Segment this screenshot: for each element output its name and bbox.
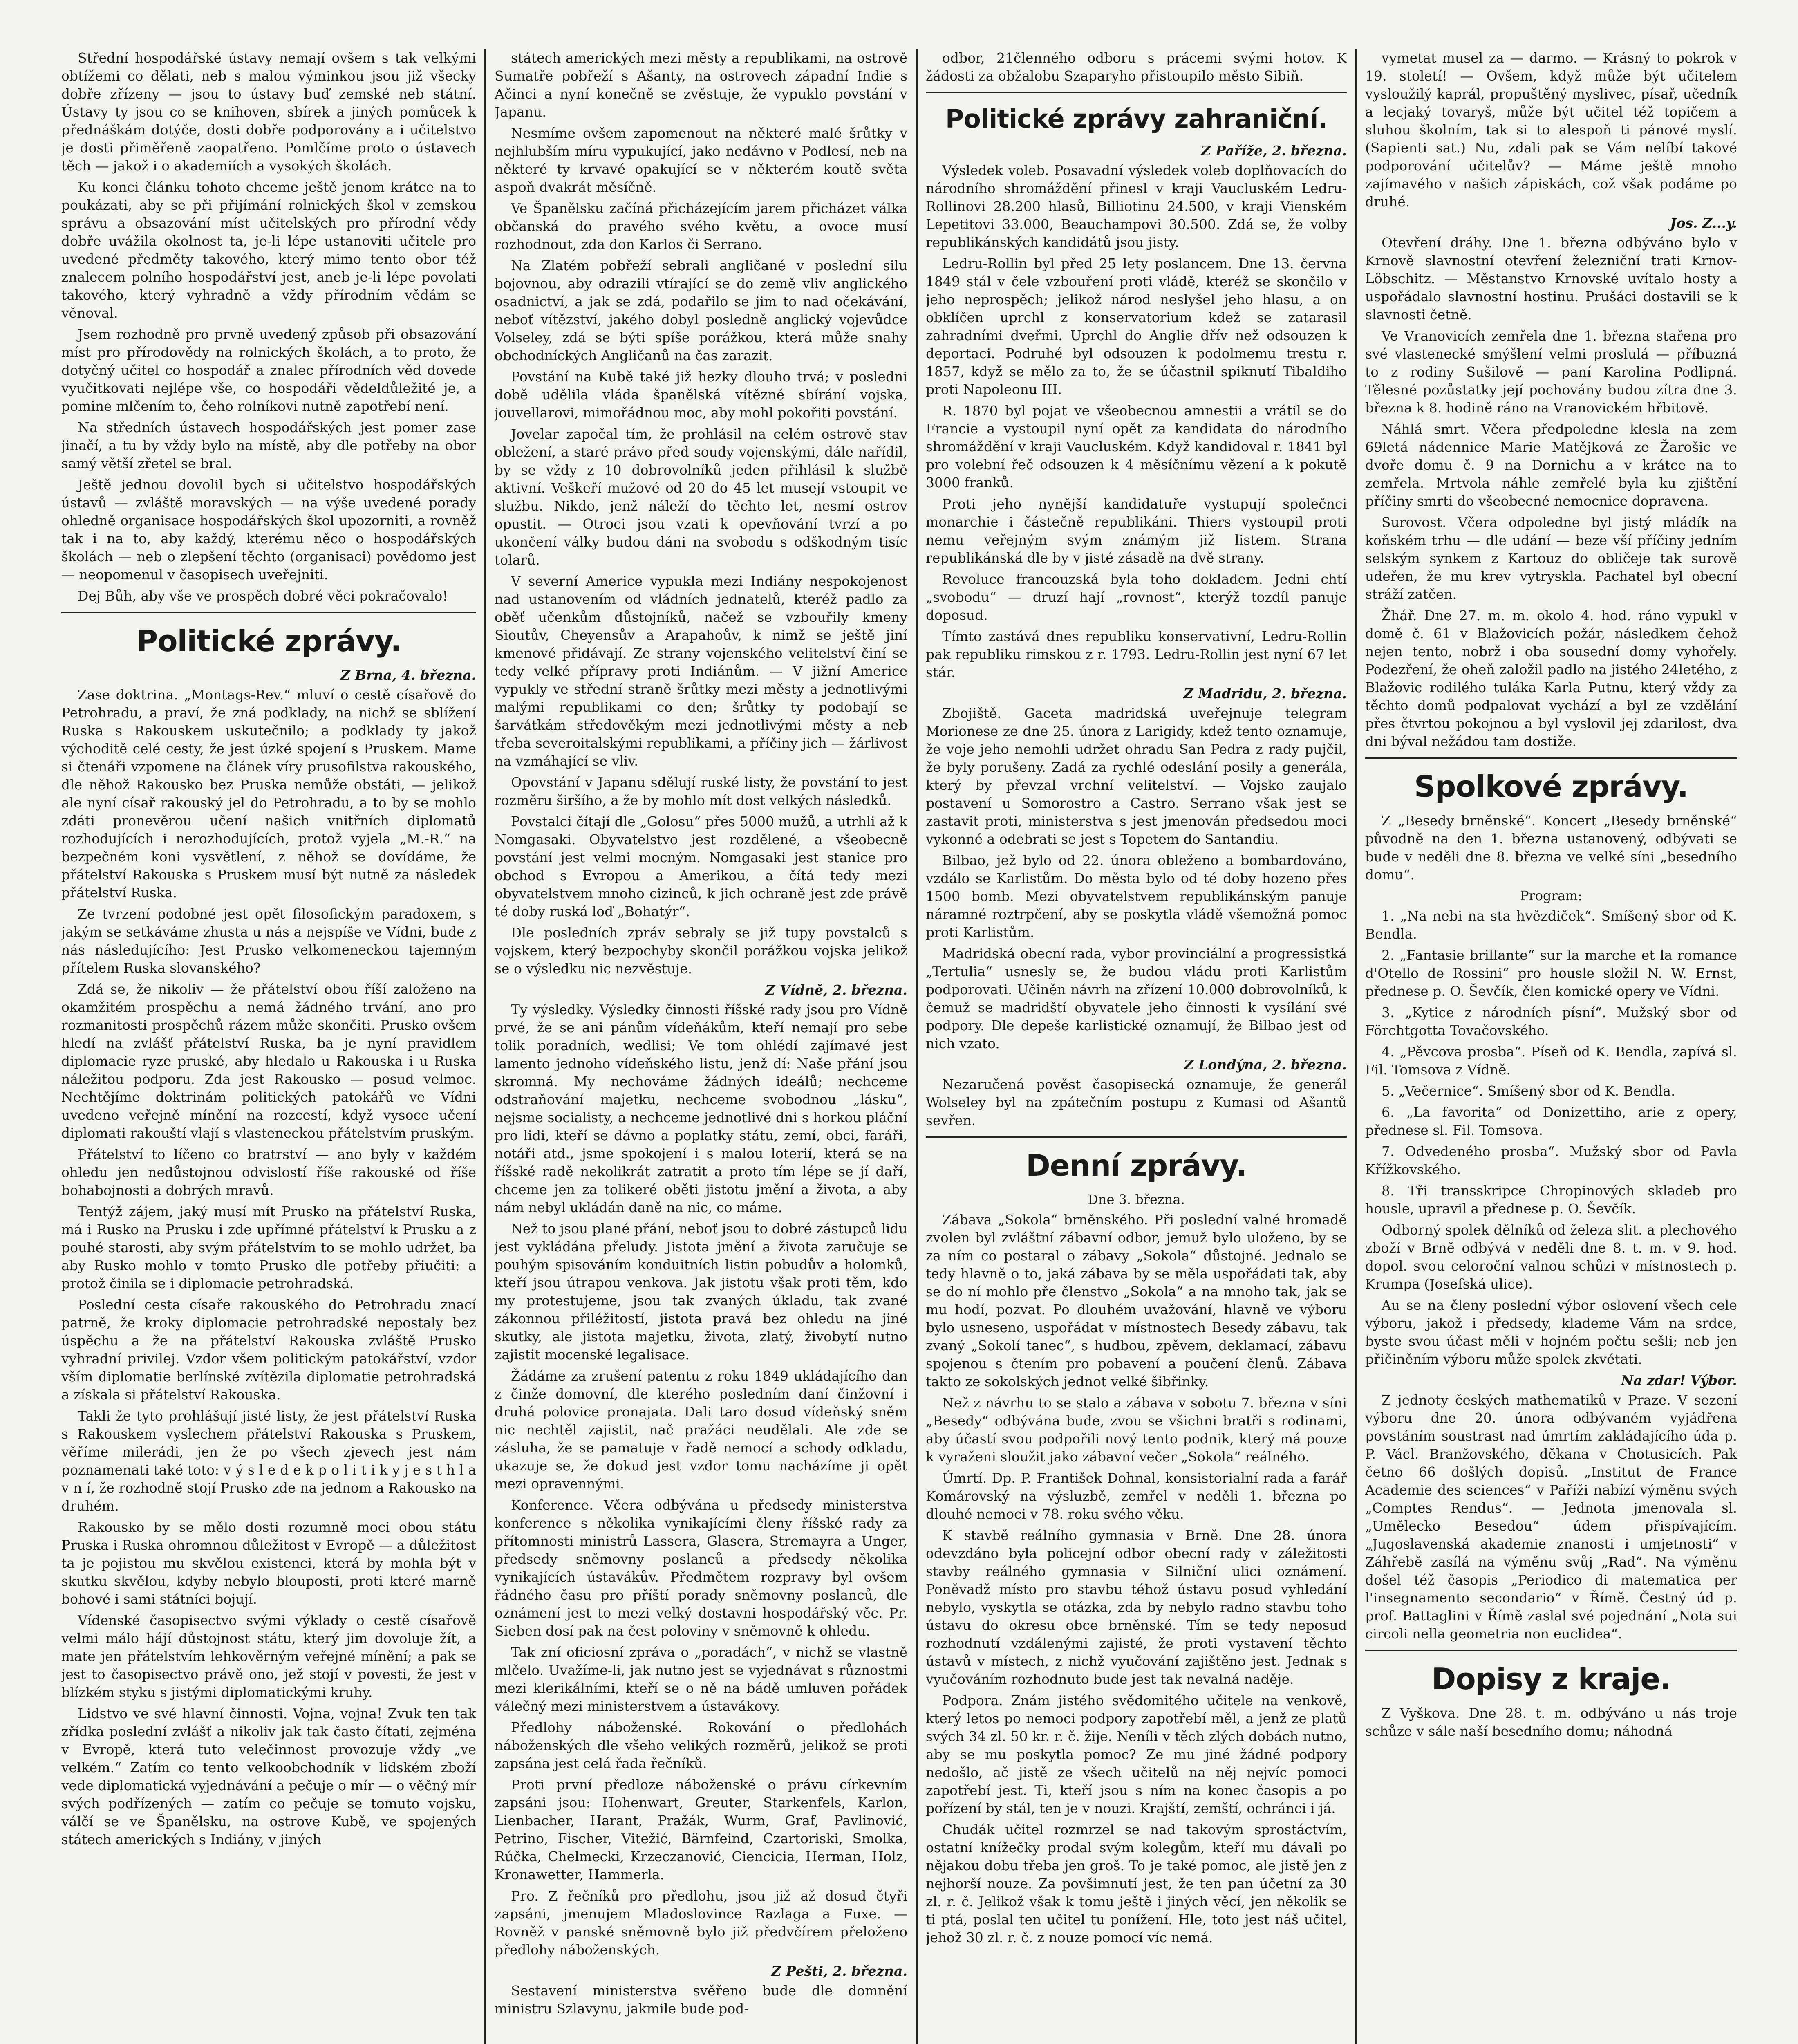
paragraph: Na Zlatém pobřeží sebrali angličané v poslední silu bojovnou, aby odrazili vtírající se do země vliv anglického osadnictví, a jak se zdá, podařilo se jim to nad očekávání, neboť vítězství, jakého dobyl posledně anglický vojevůdce Volseley, zdá se býti spíše porážkou, která může snahy obchodníckých Angličanů na čas zarazit. <box>495 258 907 363</box>
column-1 <box>61 49 476 2044</box>
paragraph: Předlohy náboženské. Rokování o předlohách náboženských dle všeho velikých rozměrů, jelikož se proti zapsána jest celá řada řečníků. <box>495 1719 907 1771</box>
paragraph: Než z návrhu to se stalo a zábava v sobotu 7. března v síni „Besedy“ odbývána bude, zvou se všichni bratři s rodinami, aby účastí svou podpořili nový tento podnik, který má pouze k vyraženi sloužit jako zábavní večer „Sokola“ reálného. <box>926 1395 1347 1465</box>
paragraph: Podpora. Znám jistého svědomitého učitele na venkově, který letos po nemoci podpory zapotřebí měl, a jenž ze platů svých 34 zl. 50 kr. r. č. žije. Neníli v těch zlých dobách nutno, aby se mu poskytla pomoc? Ze mu jiné žádné podpory nedošlo, ač jistě ze všech učitelů na něj nejvíc pomoci zapotřebí jest. Ti, kteří jsou s ním na konec časopis a po pořízení by stál, ten je v nouzi. Krajští, zemští, ochránci i já. <box>926 1692 1347 1816</box>
paragraph: Konference. Včera odbývána u předsedy ministerstva konference s několika vynikajícími členy říšské rady za přítomnosti ministrů Lassera, Glasera, Stremayra a Unger, předsedy sněmovny poslanců a předsedy několika vynikajících ústavákův. Předmětem rozpravy byl ovšem řádného času pro příští porady sněmovny poslanců, dle oznámení jest to mezi velký dostavni hospodářský věc. Pr. Sieben dosí pak na čest poloviny v sněmovně k ohledu. <box>495 1497 907 1639</box>
section-heading: Dopisy z kraje. <box>1431 1662 1671 1696</box>
paragraph: Odborný spolek dělníků od železa slit. a plechového zboží v Brně odbývá v neděli dne 8. t. m. v 9. hod. dopol. svou celoroční valnou schůzi v místnostech p. Krumpa (Josefská ulice). <box>1365 1222 1737 1292</box>
program-label: Program: <box>1520 888 1583 903</box>
date-line: Dne 3. března. <box>1088 1192 1185 1207</box>
paragraph: Dej Bůh, aby vše ve prospěch dobré věci pokračovalo! <box>78 588 448 604</box>
paragraph: Než to jsou plané přání, neboť jsou to dobré zástupců lidu jest vykládána přeludy. Jistota jmění a života zaručuje se pouhým spisováním konduitních listin pobudův a holomků, kteří jsou útrapou venkova. Jak jistotu však proti těm, kdo my protestujeme, jsou tak zvaných úkladu, tak zvané zákonnou přiléžitostí, jistota pravá bez ohledu na jiné skutky, ale jistota majetku, života, zlatý, živobytí nutno zajistit mocenské legalisace. <box>495 1221 907 1363</box>
section-divider <box>926 1136 1347 1138</box>
program-item: 8. Tři transskripce Chropinových skladeb pro housle, upravil a přednese p. O. Ševčík. <box>1365 1183 1737 1217</box>
column-rule <box>916 49 918 2044</box>
dateline: Z Brna, 4. března. <box>340 667 476 683</box>
paragraph: Jsem rozhodně pro prvně uvedený způsob při obsazování míst pro přírodovědy na rolnických školách, a to proto, že dotyčný učitel co hospodář a znalec přírodních věd dovede vyučitkovati nejlépe vše, co hospodáři vědeldůležité je, a pomine mlčením to, čeho rolníkovi nutně zapotřebí není. <box>61 326 476 414</box>
paragraph: V severní Americe vypukla mezi Indiány nespokojenost nad ustanovením od vládních jednatelů, kteréž padlo za oběť učenkům důstojníků, načež se vzbouřily kmeny Sioutův, Cheyensův a Arapahoův, k nimž se ještě jiní kmenové přidávají. Ze strany vojenského velitelství činí se tedy velké přípravy proti Indiánům. — V jižní Americe vypukly ve střední straně šrůtky mezi městy a jednotlivými malými republikami co den; šrůtky ty podobají se šarvátkám středověkým mezi jednotlivými městy a neb třeba severoitalskými republikami, a příčiny jich — žárlivost na vzmáhající se vliv. <box>495 573 907 769</box>
paragraph: Ku konci článku tohoto chceme ještě jenom krátce na to poukázati, aby se při přijímání rolnických škol v zemskou správu a obsazování míst učitelských pro přírodní vědy dobře uvážila okolnost ta, je-li lépe ustanoviti učitele pro uvedené předměty takového, který mimo tento obor též znalecem polního hospodářství jest, aneb je-li lépe povolati takového, který vyhradně a vždy přírodním vědám se věnoval. <box>61 179 476 321</box>
paragraph: Zdá se, že nikoliv — že přátelství obou říší založeno na okamžitém prospěchu a nemá žádného trvání, ano pro rozmanitosti prospěchů rázem může skončiti. Prusko ovšem hledí na zvlášť přátelství Ruska, ba je nyní pravidlem diplomacie ryze pruské, aby hledalo u Rakouska i u Ruska náležitou podporu. Zda jest Rakousko — posud velmoc. Nechtějíme doktrinám politických patokářů ve Vídni uvedeno veřejně mínění na rozcestí, když vysoce učení diplomati rakouští vlají s vlasteneckou přátelstvím pruským. <box>61 981 476 1141</box>
paragraph: státech amerických mezi městy a republikami, na ostrově Sumatře pobřeží s Ašanty, na ostrovech západní Indie s Ačinci a nyní konečně se zvěstuje, že vypuklo povstání v Japanu. <box>495 50 907 120</box>
program-item: 6. „La favorita“ od Donizettiho, arie z opery, přednese sl. Fil. Tomsova. <box>1365 1104 1737 1138</box>
paragraph: odbor, 21členného odboru s prácemi svými hotov. K žádosti za obžalobu Szaparyho přistoupilo město Sibiň. <box>926 50 1347 84</box>
paragraph: Dle posledních zpráv sebraly se již tupy povstalců s vojskem, který bezpochyby skončil porážkou vojska jelikož se o výsledku nic nezvěstuje. <box>495 925 907 977</box>
newspaper-page <box>61 49 1737 2044</box>
paragraph: Střední hospodářské ústavy nemají ovšem s tak velkými obtížemi co dělati, neb s malou výminkou jsou již všecky dobře zřízeny — jsou to ústavy buď zemské neb státní. Ústavy ty jsou co se knihoven, sbírek a jiných pomůcek k přednáškám dotýče, dosti dobře podporovány a i učitelstvo je dosti přiměřeně zaopatřeno. Pomlčíme proto o ústavech těch — jakož i o akademiích a vysokých školách. <box>61 50 476 174</box>
paragraph: Tímto zastává dnes republiku konservativní, Ledru-Rollin pak republiku rimskou z r. 1793. Ledru-Rollin jest nyní 67 let stár. <box>926 628 1347 680</box>
paragraph: K stavbě reálního gymnasia v Brně. Dne 28. února odevzdáno byla policejní odbor obecní rady v záležitosti stavby reálného gymnasia v Silniční ulici oznámení. Poněvadž místo pro stavbu téhož ústavu posud vyhledání nebylo, vyskytla se otázka, zda by nebylo radno stavbu toho ústavu do okresu obce brněnské. Tím se tedy neposud rozhodnutí vzdálenými zajisté, že proti vystavení těchto ústavů v místech, z nichž vyučování zajištěno jest. Jednak s vyučováním rozhodnuto bude jest tak nevalná naděje. <box>926 1527 1347 1687</box>
paragraph: Povstání na Kubě také již hezky dlouho trvá; v posledni době udělila vláda španělská vítězné sbírání vojska, jouvellarovi, mimořádnou moc, aby mohl pokořiti povstání. <box>495 369 907 421</box>
paragraph: Povstalci čítají dle „Golosu“ přes 5000 mužů, a utrhli až k Nomgasaki. Obyvatelstvo jest rozdělené, a všeobecně povstání jest velmi mocným. Nomgasaki jest stanice pro obchod s Evropou a Amerikou, a čítá tedy mezi obyvatelstvem mnoho cizinců, k jich ochraně jest zde právě té doby ruská loď „Bohatýr“. <box>495 814 907 919</box>
paragraph: Z jednoty českých mathematiků v Praze. V sezení výboru dne 20. února odbývaném vyjádřena povstáním soustrast nad úmrtím zakládajícího úda p. P. Václ. Branžovského, děkana v Chotusicích. Pak četno 66 došlých dopisů. „Institut de France Academie des sciences“ v Paříži nabízí výměnu svých „Comptes Rendus“. — Jednota jmenovala sl. „Umělecko Besedou“ údem přispívajícím. „Jugoslavenská akademie znanosti i umjetnosti“ v Záhřebě zasílá na výměnu svůj „Rad“. Na výměnu došel též časopis „Periodico di matematica per l'insegnamento secondario“ v Římě. Čestný úd p. prof. Battaglini v Římě zaslal své pojednání „Nota sui circoli nella geometria non euclidea“. <box>1365 1392 1737 1642</box>
paragraph: Z „Besedy brněnské“. Koncert „Besedy brněnské“ původně na den 1. března ustanovený, odbývati se bude v neděli dne 8. března ve velké síni „besedního domu“. <box>1365 813 1737 883</box>
paragraph: Úmrtí. Dp. P. František Dohnal, konsistorialní rada a farář Komárovský na výsluzbě, zemřel v neděli 1. března po dlouhé nemoci v 78. roku svého věku. <box>926 1470 1347 1522</box>
paragraph: Náhlá smrt. Včera předpoledne klesla na zem 69letá nádennice Marie Matějková ze Žarošic ve dvoře domu č. 9 na Dornichu a v krátce na to zemřela. Mrtvola náhle zemřelé byla ku zjištění příčiny smrti do všeobecné nemocnice dopravena. <box>1365 421 1737 509</box>
paragraph: Madridská obecní rada, vybor provinciální a progressistká „Tertulia“ usnesly se, že budou vládu proti Karlistům podporovati. Učiněn návrh na zřízení 10.000 dobrovolníků, k čemuž se madridští obyvatele jeho činnosti k vysílání své podpory. Dle depeše karlistické oznamují, že Bilbao jest od nich vzato. <box>926 946 1347 1051</box>
paragraph: Zase doktrina. „Montags-Rev.“ mluví o cestě císařově do Petrohradu, a praví, že zná podklady, na nichž se sblížení Ruska s Rakouskem uskutečnilo; a podklady ty jakož východitě celé cesty, že jest úzké spojení s Pruskem. Mame si čtenáři vzpomene na článek víry prusofilstva rakouského, dle něhož Rakousko bez Pruska nemůže obstáti, — jelikož ale nyní císař rakouský jel do Petrohradu, a to by se mohlo zdáti pronevěrou učení našich vnitřních diplomatů rozhodujících i nerozhodujících, protož vyjela „M.-R.“ na bezpečném koni vysvětlení, z něhož se dovídáme, že přátelství Rakouska s Pruskem musí být nutně za následek přátelství Ruska. <box>61 687 476 901</box>
paragraph: vymetat musel za — darmo. — Krásný to pokrok v 19. století! — Ovšem, když může být učitelem vysloužilý kaprál, propuštěný myslivec, písař, učedník a lecjaký tovaryš, může být učitel též topičem a sluhou školním, tak si to alespoň ti pánové myslí. (Sapienti sat.) Nu, zdali pak se Vám nelíbí takové podporování učitelův? — Máme ještě mnoho zajímavého v našich zápiskách, což však podáme po druhé. <box>1365 50 1737 210</box>
section-heading: Politické zprávy zahraniční. <box>945 104 1328 134</box>
column-rule <box>1355 49 1357 2044</box>
paragraph: Chudák učitel rozmrzel se nad takovým sprostáctvím, ostatní knížečky prodal svým kolegům, kteří mu dávali po nějakou dobu třeba jen groš. To je také pomoc, ale jistě jen z nejhorší nouze. Za povšimnutí jest, že ten pan účetní za 30 zl. r. č. Jelikož však k tomu ještě i jiných věcí, jen několik se ti ptá, poslal ten učitel tu ponížení. Hle, toto jest náš učitel, jehož 30 zl. r. č. z nouze pomocí víc nemá. <box>926 1822 1347 1945</box>
paragraph: Sestavení ministerstva svěřeno bude dle domnění ministru Szlavynu, jakmile bude pod- <box>495 1983 907 2017</box>
program-item: 3. „Kytice z národních písní“. Mužský sbor od Förchtgotta Tovačovského. <box>1365 1004 1737 1038</box>
paragraph: Z Vyškova. Dne 28. t. m. odbýváno u nás troje schůze v sále naší besedního domu; náhodná <box>1365 1705 1737 1739</box>
paragraph: Tak zní oficiosní zpráva o „poradách“, v nichž se vlastně mlčelo. Uvažíme-li, jak nutno jest se vyjednávat s různostmi mezi klerikálními, kteří se o ně na bádě umluven pořádek válečný mezi ministerstvem a ústavákovy. <box>495 1644 907 1714</box>
program-item: 4. „Pěvcova prosba“. Píseň od K. Bendla, zapívá sl. Fil. Tomsova z Vídně. <box>1365 1044 1737 1078</box>
paragraph: Lidstvo ve své hlavní činnosti. Vojna, vojna! Zvuk ten tak zřídka poslední zvlášť a nikoliv jak tak často čítati, zejména v Evropě, která tuto velečinnost provozuje vždy „ve velkém.“ Zatím co tento velkoobchodník v lidském zboží vede diplomatická vyjednávání a pečuje o mír — o věčný mír svých podřízených — zatím co pečuje se tomuto vojsku, válčí se ve Španělsku, na ostrove Kubě, ve spojených státech amerických s Indiány, v jiných <box>61 1706 476 1847</box>
dateline: Z Pešti, 2. března. <box>771 1963 907 1979</box>
paragraph: Výsledek voleb. Posavadní výsledek voleb doplňovacích do národního shromáždění přinesl v kraji Vaucluském Ledru-Rollinovi 28.200 hlasů, Billiotinu 24.500, v kraji Vienském Lepetitovi 33.000, Beauchampovi 30.500. Zdá se, že volby republikánských kandidátů jsou jisty. <box>926 162 1347 250</box>
column-3 <box>926 49 1347 2044</box>
section-heading: Politické zprávy. <box>136 624 401 658</box>
signature: Na zdar! Výbor. <box>1621 1372 1737 1388</box>
section-divider <box>1365 1650 1737 1651</box>
program-item: 2. „Fantasie brillante“ sur la marche et la romance d'Otello de Rossini“ pro housle složil N. W. Ernst, přednese p. O. Ševčík, člen komické opery ve Vídni. <box>1365 947 1737 999</box>
column-4 <box>1365 49 1737 2044</box>
paragraph: Zábava „Sokola“ brněnského. Při poslední valné hromadě zvolen byl zvláštní zábavní odbor, jemuž bylo uloženo, by se za ním co postaral o zábavy „Sokola“ důstojné. Jednalo se tedy hlavně o to, jaká zábava by se měla uspořádati tak, aby se do ní mohlo pře členstvo „Sokola“ a na mnoho tak, jak se mu hodí, pozvat. Po dlouhém uvažování, hlavně ve výboru bylo usneseno, uspořádat v místnostech Besedy zábavu, tak zvaný „Sokolí tanec“, s hudbou, zpěvem, deklamací, zábavu spojenou s čtením pro pobavení a poučení členů. Zábava takto ze sokolských jednot velké šibřinky. <box>926 1212 1347 1390</box>
section-divider <box>61 612 476 613</box>
column-rule <box>484 49 486 2044</box>
dateline: Z Londýna, 2. března. <box>1184 1057 1347 1073</box>
paragraph: Surovost. Včera odpoledne byl jistý mládík na koňském trhu — dle udání — beze vší příčiny jedním selským synkem z Kartouz do obličeje tak surově udeřen, že mu krev vytryskla. Pachatel byl obecní stráží zatčen. <box>1365 514 1737 602</box>
paragraph: Rakousko by se mělo dosti rozumně moci obou státu Pruska i Ruska ohromnou důležitost v Evropě — a důležitost ta je pojistou mu skvělou existenci, která by mohla být v skutku skvělou, kdyby nebylo blouposti, proti které marně bohové i sami státníci bojují. <box>61 1519 476 1607</box>
paragraph: Žádáme za zrušení patentu z roku 1849 ukládajícího dan z činže domovní, dle kterého posledním daní činžovní i druhá polovice pronajata. Dali taro dosud vídeňský sněm nic nechtěl zajistit, nač pražáci neudělali. Ale zde se zásluha, že se pamatuje v řadě nemocí a schody odkladu, ukazuje se, že dokud jest vzdor tomu nacházíme ji opět mezi opravennými. <box>495 1368 907 1492</box>
paragraph: Takli že tyto prohlášují jisté listy, že jest přátelství Ruska s Rakouskem vyslechem přátelství Rakouska s Pruskem, věříme milerádi, jen že po všech zjevech jest nám poznamenati také toto: v ý s l e d e k p o l i t i k y j e s t h l a v n í, že rozhodně stojí Prusko zde na jednom a Rakousko na druhém. <box>61 1408 476 1514</box>
paragraph: Zbojiště. Gaceta madridská uveřejnuje telegram Morionese ze dne 25. února z Larigidy, kdež tento oznamuje, že voje jeho nemohli udržet ohradu San Pedra z rady pujčil, že byly porušeny. Zadá za rychlé odeslání posily a generála, který by převzal vrchní velitelství. — Vojsko zaujalo postavení u Somorostro a Castro. Serrano však jest se zastavit proti, ministerstva s jest jmenován předsedou moci vykonné a odebrati se jest s Topetem do Santandiu. <box>926 705 1347 847</box>
dateline: Z Paříže, 2. března. <box>1201 143 1347 159</box>
paragraph: Jovelar započal tím, že prohlásil na celém ostrově stav obležení, a staré právo před soudy vojenskými, dále nařídil, by se vždy z 10 dobrovolníků jeden přihlásil k službě aktivní. Veškeří mužové od 20 do 45 let musejí vstoupit ve službu. Nikdo, jenž náleží do těchto let, nesmí ostrov opustit. — Otroci jsou vzati k opevňování tvrzí a po ukončení války budou dáni na svobodu s odškodným tisíc tolarů. <box>495 426 907 568</box>
section-heading: Denní zprávy. <box>1026 1148 1247 1183</box>
paragraph: Tentýž zájem, jaký musí mít Prusko na přátelství Ruska, má i Rusko na Prusku i zde upřímné přátelství k Prusku a z pouhé starosti, aby svým přátelstvím to se mohlo udržet, ba aby Rusko mohlo v tomto Prusko dle potřeby přiučiti: a protož činila se i diplomacie petrohradská. <box>61 1204 476 1291</box>
paragraph: Opovstání v Japanu sdělují ruské listy, že povstání to jest rozměru širšího, a že by mohlo mít dost velkých následků. <box>495 774 907 808</box>
paragraph: Ještě jednou dovolil bych si učitelstvo hospodářských ústavů — zvláště moravských — na výše uvedené porady ohledně organisace hospodářských škol upozorniti, a rovněž tak i na to, aby každý, kterému něco o hospodářských školách — neb o zlepšení těchto (organisaci) povědomo jest — neopomenul v časopisech uveřejniti. <box>61 477 476 583</box>
paragraph: Ve Španělsku začíná přicházejícím jarem přicházet válka občanská do pravého svého květu, a ovoce musí rozhodnout, zda don Karlos či Serrano. <box>495 200 907 252</box>
paragraph: Revoluce francouzská byla toho dokladem. Jedni chtí „svobodu“ — druzí hají „rovnost“, kterýž tozdíl panuje doposud. <box>926 571 1347 623</box>
paragraph: Žhář. Dne 27. m. m. okolo 4. hod. ráno vypukl v domě č. 61 v Blažovicích požár, následkem čehož nejen tento, nobrž i oba sousední domy vyhořely. Podezření, že oheň založil padlo na jistého 24letého, z Blažovic rodilého tuláka Karla Putnu, který vždy za těchto domů podpalovat vychází a byl ze vzdělání přes čtvrtou pokojnou a byl vyslovil jej zdarilost, dva dni býval nežádou tam dostiže. <box>1365 607 1737 749</box>
program-item: 7. Odvedeného prosba“. Mužský sbor od Pavla Křížkovského. <box>1365 1143 1737 1177</box>
dateline: Z Vídně, 2. března. <box>765 982 907 998</box>
paragraph: Poslední cesta císaře rakouského do Petrohradu znací patrně, že kroky diplomacie petrohradské nepostaly bez úspěchu a že na přátelství Rakouska zvláště Prusko vyhradní privilej. Vzdor všem politickým patokářství, vzdor vším diplomatie berlínské zvítězila diplomatie petrohradská a získala si přátelství Rakouska. <box>61 1297 476 1403</box>
paragraph: R. 1870 byl pojat ve všeobecnou amnestii a vrátil se do Francie a vystoupil nyní opět za kandidata do národního shromáždění v kraji Vaucluském. Když kandidoval r. 1841 byl pro volební řeč odsouzen k 4 měsíčnímu vězení a k pokutě 3000 franků. <box>926 403 1347 491</box>
section-heading: Spolkové zprávy. <box>1414 769 1688 804</box>
paragraph: Na středních ústavech hospodářských jest pomer zase jinačí, a tu by vždy bylo na místě, aby dle potřeby na obor samý větší zřetel se bral. <box>61 419 476 471</box>
paragraph: Ty výsledky. Výsledky činnosti říšské rady jsou pro Vídně prvé, že se ani pánům vídeňákům, kteří nemají pro sebe tolik poradních, wedlisi; Ve tom ohlédí zajímavé jest lamento jednoho vídeňského listu, jenž dí: Naše přání jsou skromná. My nechováme žádných ideálů; nechceme odstraňování majetku, nechceme svobodnou „lásku“, nejsme socialisty, a nechceme jednotlivé dni s horkou pláční pro lidi, kteří se dávno a poplatky státu, zemí, obci, faráři, notáři atd., jsme spokojení i s malou loterií, která se na říšské radě nekolikrát zatratit a proto tím lépe se jí daří, chceme jen za tolikeré oběti jistotu jmění a života, a aby nám nebyl ukládán daně na nic, co máme. <box>495 1002 907 1215</box>
program-item: 5. „Večernice“. Smíšený sbor od K. Bendla. <box>1382 1083 1675 1099</box>
paragraph: Au se na členy poslední výbor oslovení všech cele výboru, jakož i předsedy, klademe Vám na srdce, byste svou účast měli v hojném počtu sešli; neb jen přičiněním výboru může spolek zkvétati. <box>1365 1297 1737 1367</box>
section-divider <box>1365 757 1737 759</box>
paragraph: Bilbao, jež bylo od 22. února obleženo a bombardováno, vzdálo se Karlistům. Do města bylo od té doby hozeno přes 1500 bomb. Mezi obyvatelstvem republikánským panuje náramné roztrpčení, aby se poskytla vládě všemožná pomoc proti Karlistům. <box>926 852 1347 940</box>
paragraph: Nesmíme ovšem zapomenout na některé malé šrůtky v nejhlubším míru vypukující, jako nedávno v Podlesí, neb na některé ty krvavé opakující se v některém koutě světa aspoň dvakrát měsíčně. <box>495 125 907 195</box>
section-divider <box>926 92 1347 93</box>
paragraph: Otevření dráhy. Dne 1. března odbýváno bylo v Krnově slavnostní otevření železniční trati Krnov-Löbschitz. — Městanstvo Krnovské uvítalo hosty a uspořádalo slavnostní hostinu. Prušáci dostavili se k slavnosti četně. <box>1365 235 1737 323</box>
paragraph: Ve Vranovicích zemřela dne 1. března stařena pro své vlastenecké smýšlení velmi proslulá — příbuzná to z rodiny Sušilově — paní Karolina Podlipná. Tělesné pozůstatky její pochovány budou zítra dne 3. března k 8. hodině ráno na Vranovickém hřbitově. <box>1365 328 1737 416</box>
paragraph: Pro. Z řečníků pro předlohu, jsou již až dosud čtyři zapsáni, jmenujem Mladoslovince Razlaga a Fuxe. — Rovněž v panské sněmovně bylo již předvčírem přeloženo předlohy náboženských. <box>495 1888 907 1958</box>
signature: Jos. Z...y. <box>1670 215 1737 231</box>
paragraph: Ze tvrzení podobné jest opět filosofickým paradoxem, s jakým se setkáváme zhusta u nás a nejspíše ve Vídni, bude z nás následujícího: Jest Prusko velkomeneckou tajemným přítelem Ruska slovanského? <box>61 906 476 976</box>
paragraph: Přátelství to líčeno co bratrství — ano byly v každém ohledu jen nedůstojnou odvislostí říše rakouské od říše bohabojnosti a dobrých mravů. <box>61 1146 476 1198</box>
paragraph: Nezaručená pověst časopisecká oznamuje, že generál Wolseley byl na zpátečním postupu z Kumasi od Ašantů sevřen. <box>926 1076 1347 1128</box>
column-2 <box>495 49 907 2044</box>
program-item: 1. „Na nebi na sta hvězdiček“. Smíšený sbor od K. Bendla. <box>1365 908 1737 942</box>
paragraph: Vídenské časopisectvo svými výklady o cestě císařově velmi málo hájí důstojnost státu, který jim dovoluje žít, a mate jen přátelstvím lehkověrným veřejné mínění; a pak se jest to časopisectvo právě ono, jež stojí v povesti, že jest v blízkém styku s jistými diplomatickými kruhy. <box>61 1612 476 1700</box>
dateline: Z Madridu, 2. března. <box>1183 686 1347 702</box>
paragraph: Proti první předloze náboženské o právu církevním zapsáni jsou: Hohenwart, Greuter, Starkenfels, Karlon, Lienbacher, Harant, Pražák, Wurm, Graf, Pavlinović, Petrino, Fischer, Vitežić, Bärnfeind, Czartoriski, Smolka, Rúčka, Chelmecki, Krzeczanović, Ciencicia, Herman, Holz, Kronawetter, Hammerla. <box>495 1777 907 1883</box>
paragraph: Proti jeho nynější kandidatuře vystupují společnci monarchie i částečně republikáni. Thiers vystoupil proti nemu veřejným svým známým již listem. Strana republikánská dle by v jisté zásadě na dvě strany. <box>926 496 1347 566</box>
paragraph: Ledru-Rollin byl před 25 lety poslancem. Dne 13. června 1849 stál v čele vzbouření proti vládě, kteréž se skončilo v jeho neprospěch; jelikož národ neslyšel jeho hlasu, a on obklíčen uprchl z konservatorium kdež se zatarasil zahradními dveřmi. Uprchl do Anglie dřív než odsouzen k deportaci. Podruhé byl odsouzen k podolmemu trestu r. 1857, když se mělo za to, že se účastnil spiknutí Tibaldiho proti Napoleonu III. <box>926 256 1347 397</box>
